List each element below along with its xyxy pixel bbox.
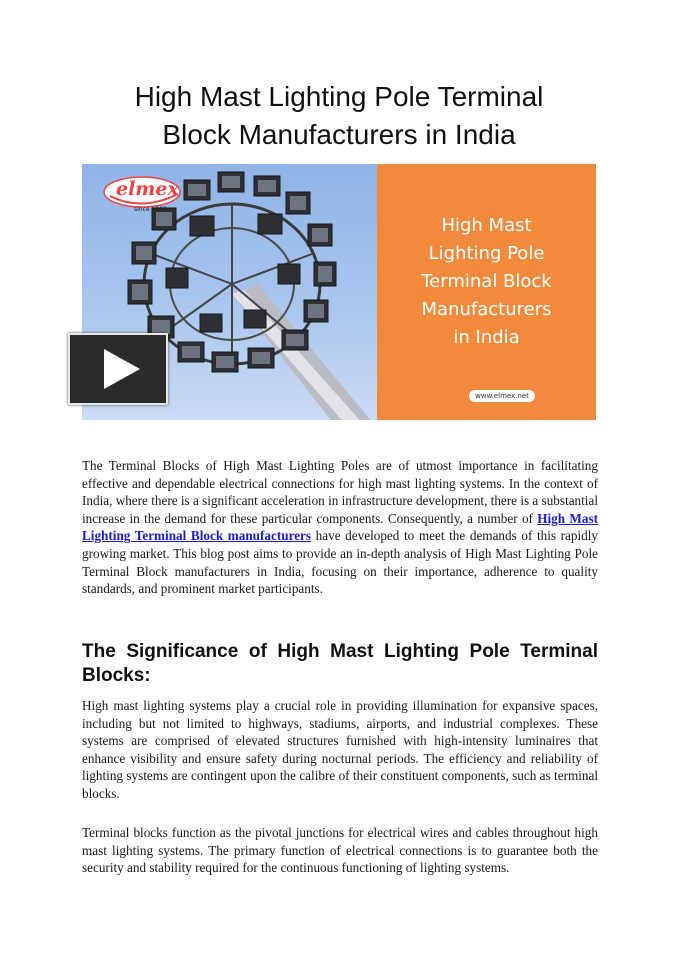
page-title (60, 78, 618, 154)
section-heading: The Significance of High Mast Lighting Pole Terminal Blocks: (82, 641, 598, 686)
banner-headline-line: in India (453, 327, 520, 348)
manufacturers-link[interactable]: High Mast Lighting Terminal Block manufacturers (82, 510, 598, 544)
banner-headline-line: Lighting Pole (428, 243, 545, 264)
logo-subtext: since 1963 (134, 206, 167, 213)
intro-text-before-link: The Terminal Blocks of High Mast Lighting Poles are of utmost importance in facilitating effective and dependable electrical connections for high mast lighting systems. In the context of India, where there is a significant acceleration in infrastructure development, there is a substantial increase in the demand for these particular components. Consequently, a number of (82, 458, 598, 526)
play-icon (70, 335, 166, 403)
intro-text-after-link: have developed to meet the demands of this rapidly growing market. This blog post aims to provide an in-depth analysis of High Mast Lighting Pole Terminal Block manufacturers in India, focusing on their importance, adherence to quality standards, and prominent market participants. (82, 528, 599, 597)
intro-paragraph (82, 457, 598, 598)
title-line-2: Block Manufacturers in India (162, 119, 516, 150)
section-paragraph-2: Terminal blocks function as the pivotal junctions for electrical wires and cables throughout high mast lighting systems. The primary function of electrical connections is to guarantee both the security and stability required for the continuous functioning of lighting systems. (82, 825, 598, 876)
banner-orange-panel (377, 164, 596, 420)
banner-headline-line: Terminal Block (421, 271, 552, 292)
banner-headline-line: High Mast (441, 215, 532, 236)
video-play-button[interactable] (68, 333, 168, 405)
website-badge: www.elmex.net (469, 390, 535, 402)
logo-text: elmex (116, 178, 179, 200)
section-paragraph-1: High mast lighting systems play a crucial role in providing illumination for expansive spaces, including but not limited to highways, stadiums, airports, and industrial complexes. These systems are comprised of elevated structures furnished with high-intensity luminaires that enhance visibility and ensure safety during nocturnal periods. The efficiency and reliability of lighting systems are contingent upon the calibre of their constituent components, such as terminal blocks. (82, 698, 598, 801)
title-line-1: High Mast Lighting Pole Terminal (134, 81, 544, 112)
banner-headline (377, 212, 596, 352)
banner-headline-line: Manufacturers (421, 299, 552, 320)
